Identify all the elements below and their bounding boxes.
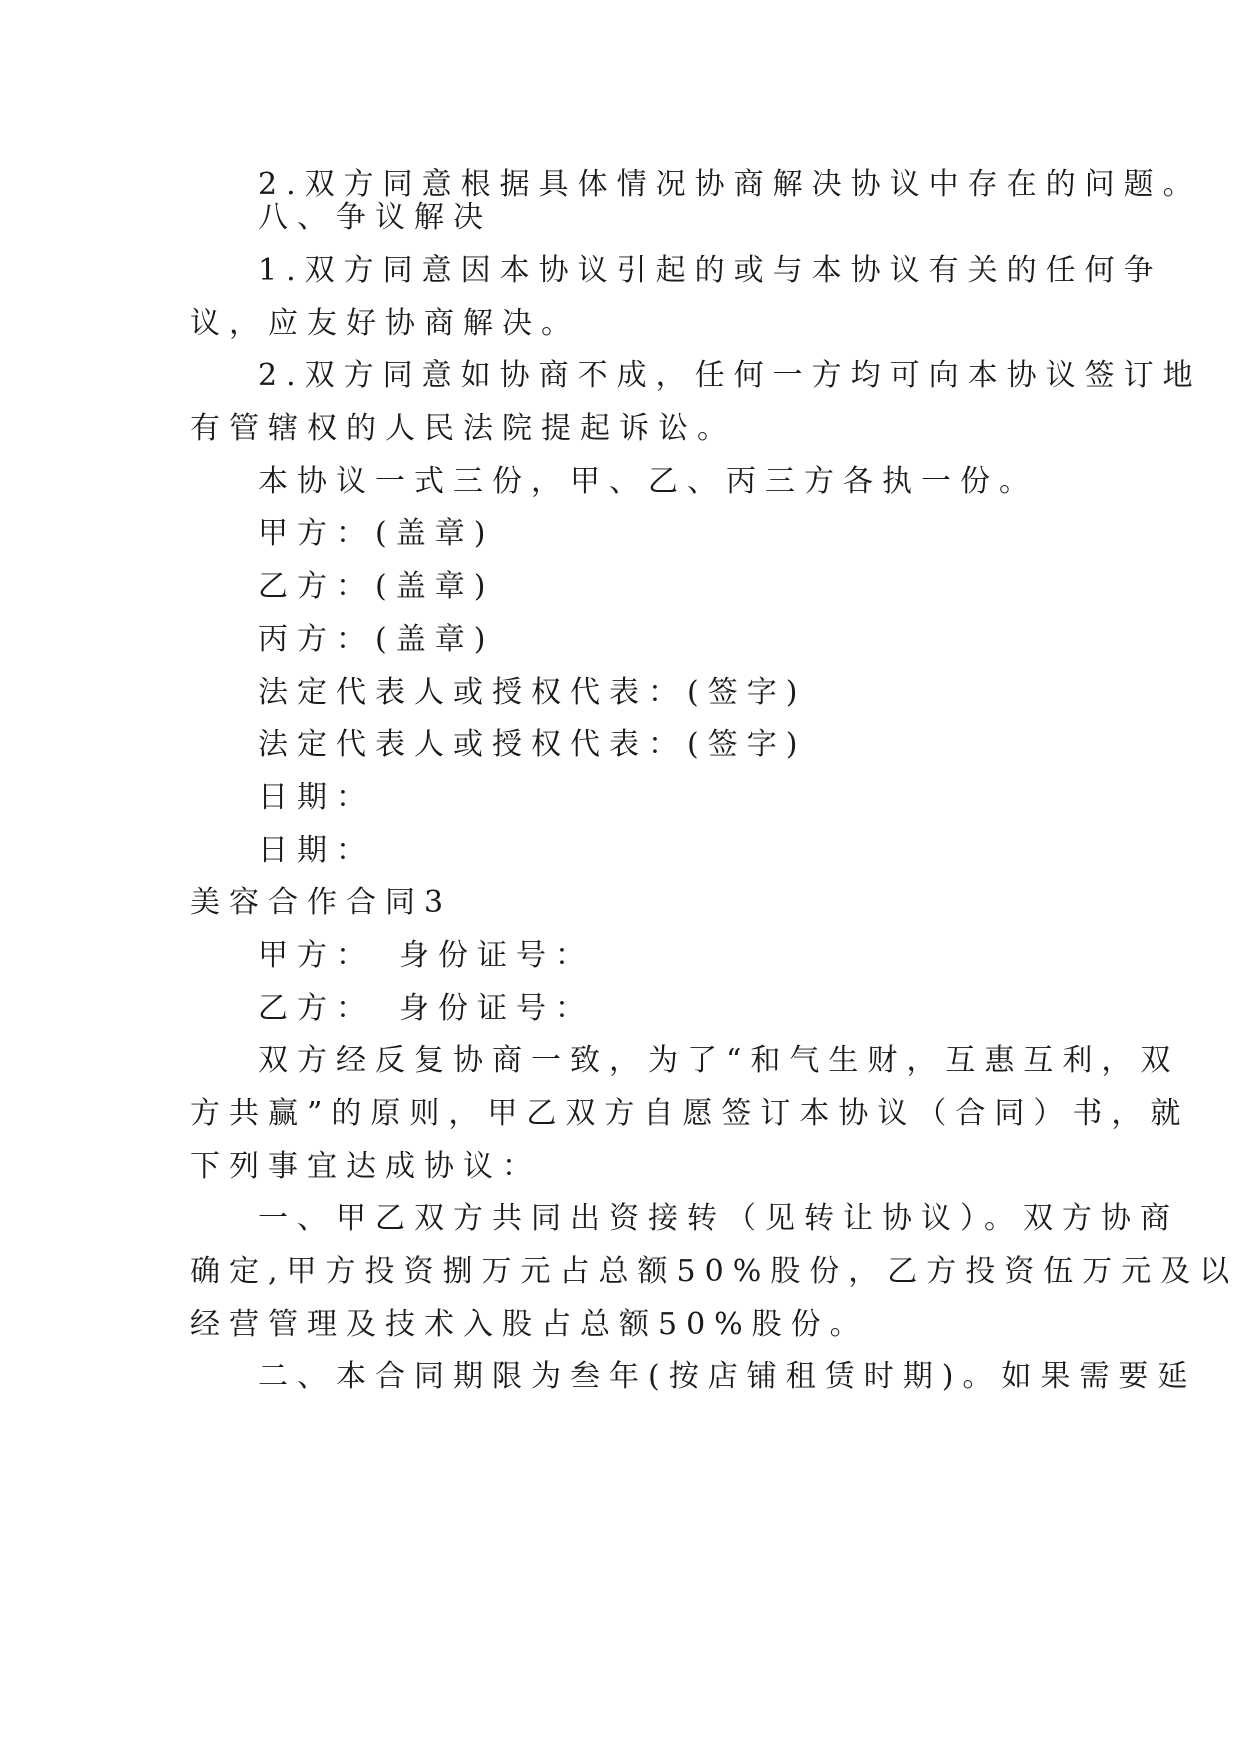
party-b-id: 乙方： 身份证号： (258, 991, 594, 1026)
clause-8-1-line-2: 议，应友好协商解决。 (190, 306, 580, 341)
section-8-heading: 八、争议解决 (258, 200, 492, 235)
article-1-line-1: 一、甲乙双方共同出资接转（见转让协议）。双方协商 (258, 1201, 1179, 1236)
article-1-line-3: 经营管理及技术入股占总额50%股份。 (190, 1307, 869, 1342)
contract-title: 美容合作合同3 (190, 885, 453, 920)
clause-8-2-line-2: 有管辖权的人民法院提起诉讼。 (190, 411, 736, 446)
clause-7-2: 2.双方同意根据具体情况协商解决协议中存在的问题。 (258, 167, 1202, 202)
clause-8-1-line-1: 1.双方同意因本协议引起的或与本协议有关的任何争 (258, 253, 1163, 288)
preamble-line-1: 双方经反复协商一致，为了“和气生财，互惠互利，双 (258, 1043, 1180, 1078)
party-a-id: 甲方： 身份证号： (258, 938, 594, 973)
article-2-line-1: 二、本合同期限为叁年(按店铺租赁时期)。如果需要延 (258, 1359, 1197, 1394)
date-line-1: 日期： (258, 780, 375, 815)
copies-statement: 本协议一式三份，甲、乙、丙三方各执一份。 (258, 464, 1038, 499)
representative-signature-1: 法定代表人或授权代表：(签字) (258, 675, 807, 710)
clause-8-2-line-1: 2.双方同意如协商不成，任何一方均可向本协议签订地 (258, 358, 1202, 393)
representative-signature-2: 法定代表人或授权代表：(签字) (258, 727, 807, 762)
preamble-line-2: 方共赢”的原则，甲乙双方自愿签订本协议（合同）书，就 (190, 1096, 1190, 1131)
preamble-line-3: 下列事宜达成协议： (190, 1149, 541, 1184)
party-b-seal: 乙方：(盖章) (258, 569, 495, 604)
article-1-line-2: 确定,甲方投资捌万元占总额50%股份，乙方投资伍万元及以 (190, 1254, 1239, 1289)
date-line-2: 日期： (258, 833, 375, 868)
party-c-seal: 丙方：(盖章) (258, 622, 495, 657)
party-a-seal: 甲方：(盖章) (258, 516, 495, 551)
